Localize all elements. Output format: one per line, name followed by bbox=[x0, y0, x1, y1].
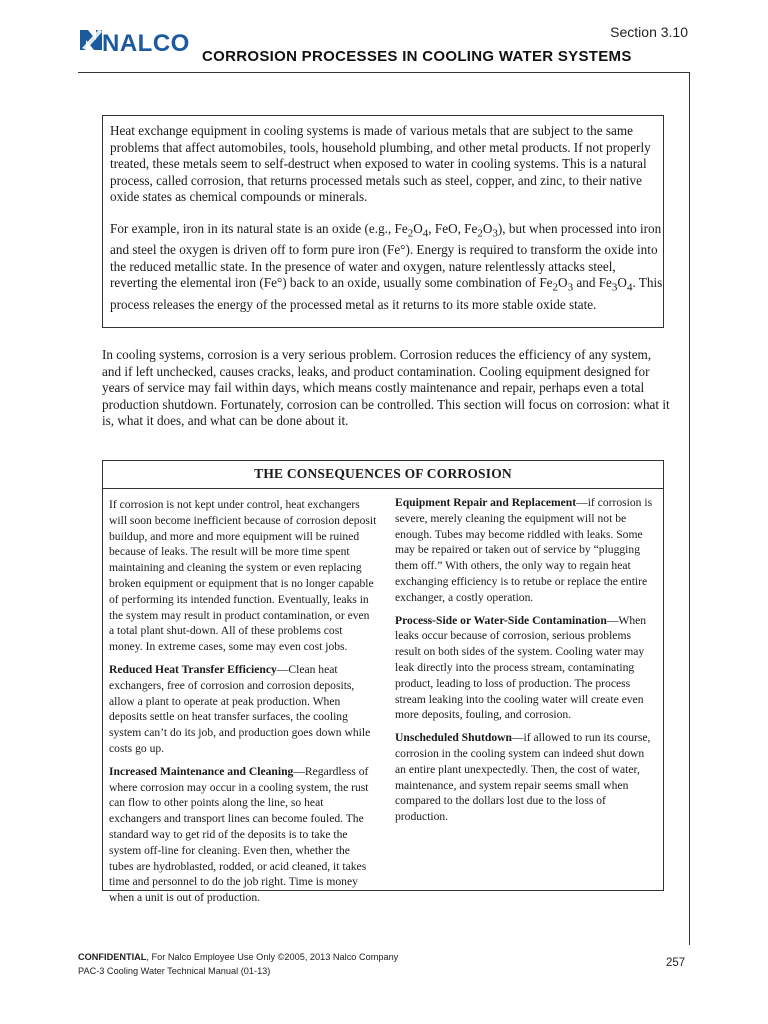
subscript: 2 bbox=[552, 282, 559, 295]
repair-item bbox=[395, 495, 657, 606]
consequences-left-column bbox=[109, 497, 377, 913]
text-run: For example, iron in its natural state is an oxide (e.g., Fe bbox=[110, 220, 408, 236]
text-run: O bbox=[558, 275, 568, 291]
confidential-label: CONFIDENTIAL bbox=[78, 952, 147, 962]
nalco-logo-icon bbox=[78, 26, 104, 52]
text-run: O bbox=[413, 220, 423, 236]
consequences-title-rule bbox=[102, 488, 664, 489]
consequences-title: THE CONSEQUENCES OF CORROSION bbox=[254, 466, 512, 481]
intro-paragraph-1: Heat exchange equipment in cooling systems is made of various metals that are subject to the same problems that affect automobiles, tools, household plumbing, and other metal products. If not properly treated, these metals seem to self-destruct when exposed to water in cooling systems. This is a natural process, called corrosion, that returns processed metals such as steel, copper, and zinc, to their native oxide states as chemical compounds or minerals. bbox=[110, 123, 651, 205]
right-margin-rule bbox=[689, 72, 690, 945]
repair-text: —if corrosion is severe, merely cleaning the equipment will not be enough. Tubes may become riddled with leaks. Some may be repaired or taken out of service by “plugging them off.” With others, the only way to regain heat exchanging efficiency is to retube or replace the entire exchanger, a costly operation. bbox=[395, 496, 653, 604]
heat-transfer-heading: Reduced Heat Transfer Efficiency bbox=[109, 662, 277, 676]
contamination-heading: Process-Side or Water-Side Contamination bbox=[395, 613, 607, 627]
subscript: 3 bbox=[567, 282, 574, 295]
section-number: Section 3.10 bbox=[610, 24, 688, 40]
subscript: 4 bbox=[422, 227, 429, 240]
body-paragraph: In cooling systems, corrosion is a very serious problem. Corrosion reduces the efficiency of any system, and if left unchecked, causes cracks, leaks, and product contamination. Cooling equipment designed for years of service may fail within days, which means costly maintenance and repair, perhaps even a total production shutdown. Fortunately, corrosion can be controlled. This section will focus on corrosion: what it is, what it does, and what can be done about it. bbox=[102, 347, 670, 429]
maintenance-heading: Increased Maintenance and Cleaning bbox=[109, 764, 294, 778]
consequences-box bbox=[102, 460, 664, 905]
subscript: 2 bbox=[407, 227, 414, 240]
shutdown-item bbox=[395, 730, 657, 825]
intro-box bbox=[102, 115, 664, 328]
logo-wordmark: NALCO bbox=[102, 30, 190, 57]
page-number: 257 bbox=[666, 957, 686, 969]
page-title: CORROSION PROCESSES IN COOLING WATER SYSTEMS bbox=[202, 48, 632, 65]
subscript: 3 bbox=[492, 227, 498, 240]
consequences-right-column bbox=[395, 495, 657, 832]
maintenance-item bbox=[109, 764, 377, 906]
footer-manual-title: PAC-3 Cooling Water Technical Manual (01-13) bbox=[78, 966, 271, 976]
header-rule bbox=[78, 72, 690, 73]
maintenance-text: —Regardless of where corrosion may occur in a cooling system, the rust can flow to other points along the line, so heat exchangers and transport lines can become fouled. The standard way to get rid of the deposits is to take the system off-line for cleaning. Even then, whether the tubes are hydroblasted, rodded, or acid cleaned, it takes time and personnel to do the job right. Time is money when a unit is out of production. bbox=[109, 764, 369, 905]
nalco-logo bbox=[78, 26, 198, 62]
text-run: ), but when processed into iron and steel the oxygen is driven off to form pure iron (Fe°). Energy is required to transform the oxide into the reduced metallic state. In the presence of water and oxygen, nature relentlessly attacks steel, reverting the elemental iron (Fe°) back to an oxide, usually some combination of Fe bbox=[110, 220, 662, 291]
repair-heading: Equipment Repair and Replacement bbox=[395, 496, 577, 509]
subscript: 2 bbox=[477, 227, 483, 240]
consequences-intro: If corrosion is not kept under control, heat exchangers will soon become inefficient because of corrosion deposit buildup, and more and more equipment will be ruined because of leaks. The result will be more time spent maintaining and cleaning the system or even replacing broken equipment or equipment that is no longer capable of performing its intended function. Eventually, leaks in the system may result in product contamination, or even a total plant shut-down. All of these problems cost money. In extreme cases, some may even cost jobs. bbox=[109, 498, 377, 654]
contamination-item bbox=[395, 613, 657, 724]
subscript: 4 bbox=[626, 282, 633, 295]
text-run: O bbox=[482, 220, 493, 236]
text-run: O bbox=[617, 275, 627, 291]
text-run: and Fe bbox=[573, 275, 612, 291]
footer-confidential bbox=[78, 952, 398, 962]
confidential-rest: , For Nalco Employee Use Only ©2005, 2013 Nalco Company bbox=[146, 952, 399, 962]
shutdown-heading: Unscheduled Shutdown bbox=[395, 731, 512, 745]
heat-transfer-item bbox=[109, 662, 377, 757]
intro-paragraph-2 bbox=[110, 221, 663, 313]
subscript: 3 bbox=[611, 282, 618, 295]
text-run: , FeO, Fe bbox=[428, 220, 478, 236]
shutdown-text: —if allowed to run its course, corrosion in the cooling system can indeed shut down an entire plant unexpectedly. Then, the cost of water, maintenance, and system repair seems small when compared to the dollars lost due to the loss of production. bbox=[395, 731, 651, 824]
text-run: . This process releases the energy of the processed metal as it returns to its more stable oxide state. bbox=[110, 275, 663, 312]
contamination-text: —When leaks occur because of corrosion, serious problems result on both sides of the system. Cooling water may leak directly into the process stream, contaminating product, leading to loss of production. The process stream leaking into the cooling water will create even more deposits, fouling, and corrosion. bbox=[395, 613, 647, 722]
heat-transfer-text: —Clean heat exchangers, free of corrosion and corrosion deposits, allow a plant to operate at peak production. When deposits settle on heat transfer surfaces, the cooling system can’t do its job, and production goes down while costs go up. bbox=[109, 662, 371, 755]
